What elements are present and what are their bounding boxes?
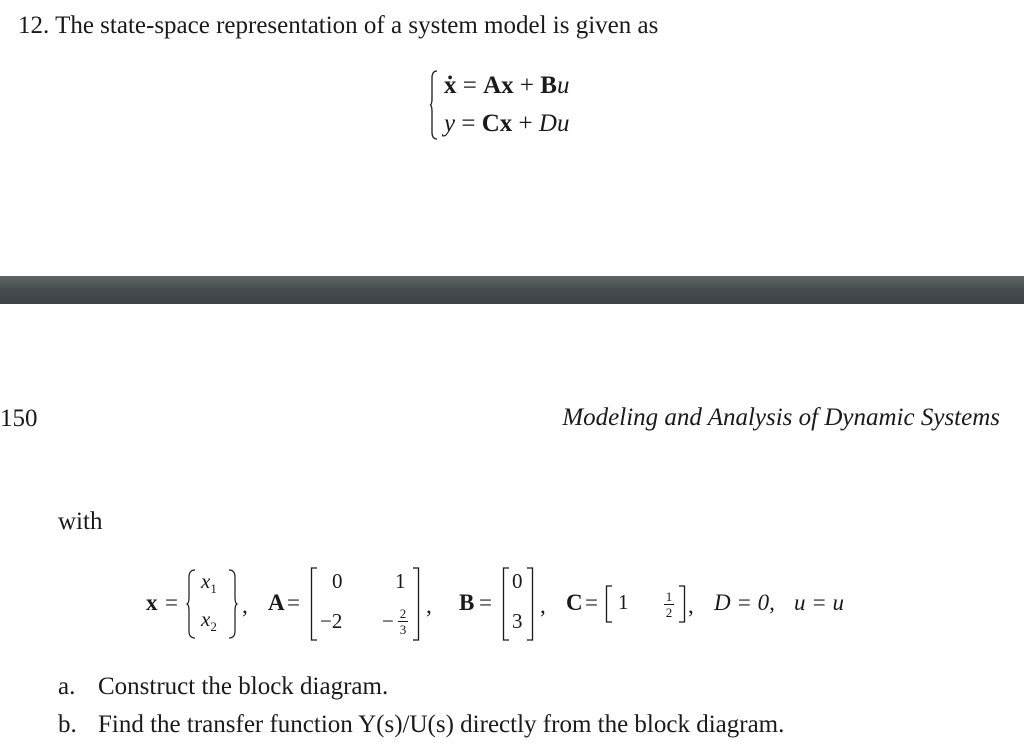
question-a [58, 673, 388, 701]
a11: 0 [332, 569, 343, 593]
x-dot: ẋ [444, 72, 457, 99]
plus-sign: + [513, 72, 541, 99]
c-equals: = [585, 590, 598, 615]
c-right-bracket [678, 585, 686, 623]
book-title: Modeling and Analysis of Dynamic Systems [562, 404, 1000, 431]
a12: 1 [395, 569, 406, 593]
c2-fraction: 1 2 [665, 589, 673, 620]
du-term: Du [538, 110, 570, 137]
question-a-label: a. [58, 673, 76, 700]
x-right-brace [228, 569, 238, 639]
comma: , [688, 593, 694, 618]
output-equation [444, 110, 569, 138]
cx-term: Cx [481, 110, 513, 137]
matrix-definitions [146, 563, 866, 645]
page-separator [0, 276, 1024, 304]
b-equals: = [479, 590, 492, 615]
equals-sign: = [455, 110, 482, 137]
a22-sign: − [382, 609, 394, 633]
page-number: 150 [0, 405, 38, 432]
comma: , [540, 593, 546, 618]
x-vector-label: x [146, 590, 158, 615]
a21: −2 [320, 609, 343, 633]
x1-entry: $x_1$ [201, 569, 217, 597]
a-left-bracket [310, 567, 318, 641]
c-matrix-label: C [566, 590, 583, 615]
x-equals: = [165, 590, 178, 615]
b-matrix-label: B [459, 590, 475, 615]
b1: 0 [512, 569, 523, 593]
state-space-equations [430, 70, 590, 142]
u-definition: u = u [794, 590, 845, 615]
problem-number: 12. [18, 12, 50, 39]
c-left-bracket [605, 585, 613, 623]
comma: , [242, 593, 248, 618]
b-right-bracket [526, 567, 534, 641]
ax-term: Ax [483, 72, 514, 99]
question-b-label: b. [58, 711, 77, 738]
question-b [58, 711, 784, 739]
equals-sign: = [456, 72, 484, 99]
b-matrix: B [540, 72, 557, 99]
question-b-text: Find the transfer function Y(s)/U(s) directly from the block diagram. [98, 711, 785, 738]
x2-entry: $x_2$ [201, 607, 217, 635]
question-a-text: Construct the block diagram. [98, 673, 389, 700]
a-equals: = [287, 590, 300, 615]
b-left-bracket [502, 567, 510, 641]
a-right-bracket [412, 567, 420, 641]
left-brace [430, 70, 438, 140]
plus-sign: + [512, 110, 539, 137]
y-output: y [444, 110, 456, 137]
d-definition: D = 0, [714, 590, 775, 615]
state-equation [444, 72, 569, 100]
problem-text: The state-space representation of a system model is given as [55, 12, 659, 39]
a-matrix-label: A [268, 590, 285, 615]
b2: 3 [512, 609, 523, 633]
u-input: u [556, 72, 570, 99]
a22-fraction: 2 3 [399, 606, 407, 637]
c1: 1 [618, 590, 629, 614]
problem-statement [18, 12, 658, 40]
comma: , [426, 593, 432, 618]
with-text: with [58, 508, 103, 535]
x-left-brace [186, 569, 196, 639]
